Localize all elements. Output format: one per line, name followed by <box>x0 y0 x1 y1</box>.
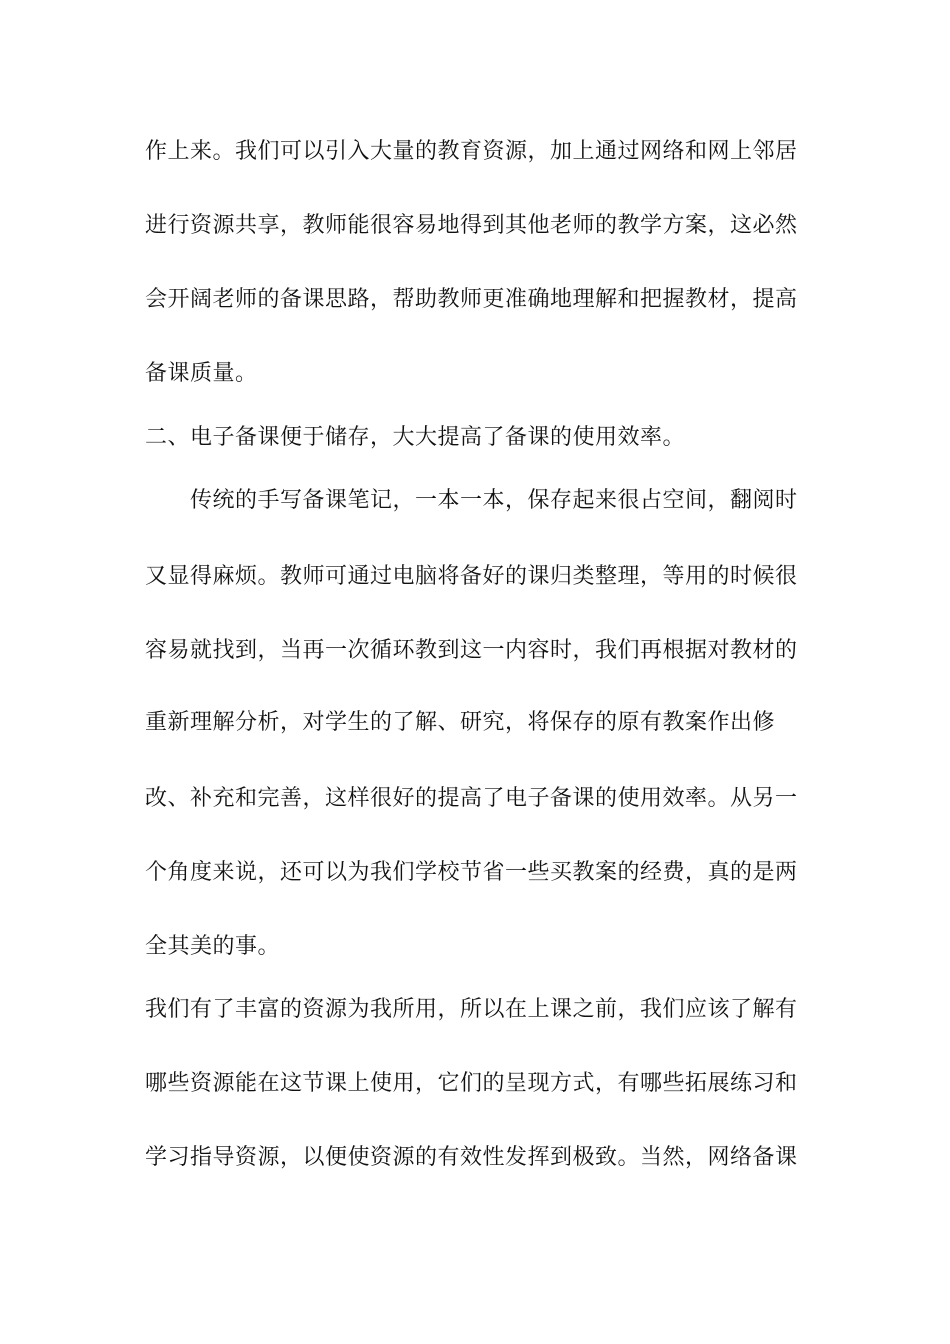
text-line: 个角度来说，还可以为我们学校节省一些买教案的经费，真的是两 <box>145 860 798 885</box>
section-heading: 二、电子备课便于储存，大大提高了备课的使用效率。 <box>145 425 686 450</box>
text-line: 又显得麻烦。教师可通过电脑将备好的课归类整理，等用的时候很 <box>145 564 798 589</box>
text-line: 学习指导资源，以便使资源的有效性发挥到极致。当然，网络备课 <box>145 1145 798 1170</box>
text-line: 会开阔老师的备课思路，帮助教师更准确地理解和把握教材，提高 <box>145 287 798 312</box>
text-line: 容易就找到，当再一次循环教到这一内容时，我们再根据对教材的 <box>145 638 798 663</box>
paragraph-first-line: 传统的手写备课笔记，一本一本，保存起来很占空间，翻阅时 <box>190 488 798 513</box>
text-line: 进行资源共享，教师能很容易地得到其他老师的教学方案，这必然 <box>145 213 798 238</box>
text-line: 重新理解分析，对学生的了解、研究，将保存的原有教案作出修 <box>145 710 776 735</box>
text-line: 全其美的事。 <box>145 934 281 959</box>
text-line: 哪些资源能在这节课上使用，它们的呈现方式，有哪些拓展练习和 <box>145 1071 798 1096</box>
text-line: 改、补充和完善，这样很好的提高了电子备课的使用效率。从另一 <box>145 786 798 811</box>
text-line: 作上来。我们可以引入大量的教育资源，加上通过网络和网上邻居 <box>145 139 798 164</box>
paragraph-first-line: 我们有了丰富的资源为我所用，所以在上课之前，我们应该了解有 <box>145 997 798 1022</box>
text-line: 备课质量。 <box>145 361 258 386</box>
